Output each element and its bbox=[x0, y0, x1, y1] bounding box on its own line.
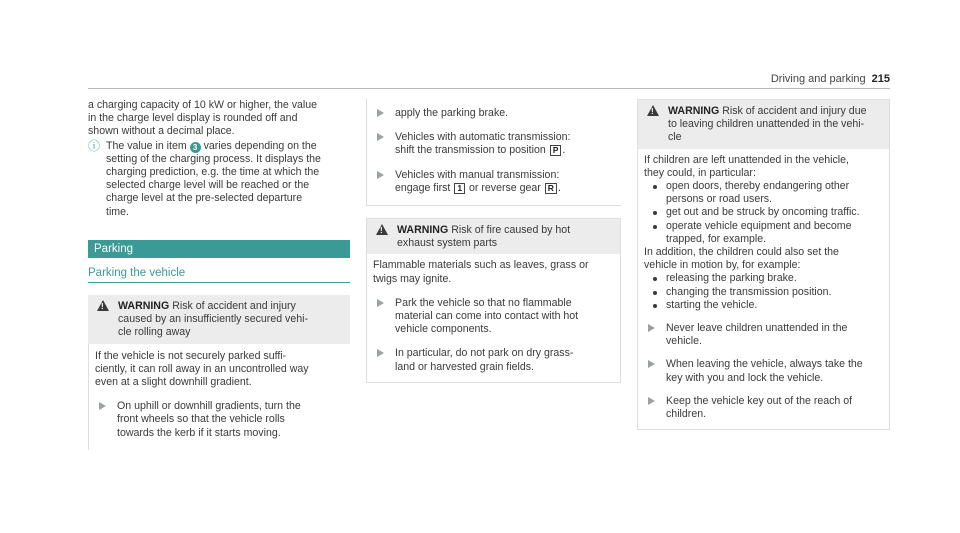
text-line: When leaving the vehicle, always take the bbox=[666, 358, 863, 371]
text-line: towards the kerb if it starts moving. bbox=[117, 426, 281, 439]
text-line: Flammable materials such as leaves, grass or bbox=[373, 259, 589, 272]
bullet-item bbox=[644, 206, 883, 219]
warning-box bbox=[88, 295, 350, 450]
text-line: operate vehicle equipment and become bbox=[666, 219, 852, 232]
column-1 bbox=[88, 99, 350, 450]
text-line: material can come into contact with hot bbox=[395, 310, 579, 323]
gear-p-key-symbol: P bbox=[550, 145, 562, 156]
text-line: selected charge level will be reached or the bbox=[106, 179, 310, 192]
text-line: starting the vehicle. bbox=[666, 298, 758, 311]
text-line: Keep the vehicle key out of the reach of bbox=[666, 394, 853, 407]
text-line: vehicle in motion by, for example: bbox=[644, 259, 801, 272]
step-arrow-icon bbox=[377, 299, 384, 307]
gear-1-key-symbol: 1 bbox=[454, 183, 465, 194]
instruction-step bbox=[644, 395, 883, 421]
warning-label: WARNING bbox=[668, 105, 720, 117]
warning-icon bbox=[376, 224, 388, 235]
instruction-step bbox=[644, 358, 883, 384]
warning-icon bbox=[647, 105, 659, 116]
text-line: charging prediction, e.g. the time at which the bbox=[106, 166, 320, 179]
text-line: Vehicles with automatic transmission: bbox=[395, 131, 571, 144]
instruction-step bbox=[373, 131, 615, 157]
text-line: persons or road users. bbox=[666, 193, 772, 206]
text-line: front wheels so that the vehicle rolls bbox=[117, 413, 285, 426]
warning-body bbox=[638, 149, 889, 430]
text-line: time. bbox=[106, 205, 129, 218]
page-number: 215 bbox=[871, 73, 890, 85]
instruction-step bbox=[373, 297, 614, 337]
step-arrow-icon bbox=[648, 360, 655, 368]
column-2 bbox=[366, 99, 621, 383]
text-line: On uphill or downhill gradients, turn the bbox=[117, 400, 301, 413]
instruction-step bbox=[373, 169, 615, 195]
bullet-item bbox=[644, 286, 883, 299]
section-heading: Parking bbox=[88, 240, 350, 258]
text-line: changing the transmission position. bbox=[666, 285, 832, 298]
intro-text bbox=[88, 99, 350, 139]
header-rule bbox=[88, 88, 890, 89]
text-line: open doors, thereby endangering other bbox=[666, 180, 850, 193]
warning-heading-text: to leaving children unattended in the vehi- bbox=[668, 118, 865, 131]
warning-title bbox=[118, 300, 344, 313]
step-arrow-icon bbox=[648, 397, 655, 405]
text-line: they could, in particular: bbox=[644, 166, 756, 179]
text-line: trapped, for example. bbox=[666, 232, 767, 245]
text-part: shift the transmission to position bbox=[395, 144, 546, 157]
step-arrow-icon bbox=[377, 171, 384, 179]
text-line: apply the parking brake. bbox=[395, 107, 509, 119]
info-icon: ⓘ bbox=[88, 138, 101, 153]
warning-label: WARNING bbox=[397, 224, 449, 237]
text-line: children. bbox=[666, 408, 707, 421]
instruction-step bbox=[373, 347, 614, 373]
text-line: setting of the charging process. It displays the bbox=[106, 152, 321, 165]
text-line bbox=[106, 140, 350, 153]
warning-title bbox=[397, 224, 614, 237]
warning-heading-text: cle rolling away bbox=[118, 326, 191, 339]
note-text: The value in item bbox=[106, 139, 190, 152]
text-line: charge level at the pre-selected departure bbox=[106, 192, 303, 205]
warning-heading-text: caused by an insufficiently secured vehi- bbox=[118, 313, 309, 326]
text-line: If the vehicle is not securely parked suffi- bbox=[95, 349, 287, 362]
step-arrow-icon bbox=[377, 133, 384, 141]
subheading: Parking the vehicle bbox=[88, 267, 350, 283]
item-number-badge: 3 bbox=[190, 142, 201, 153]
steps-box bbox=[366, 99, 621, 206]
text-line: releasing the parking brake. bbox=[666, 272, 797, 285]
warning-heading-text: Risk of fire caused by hot bbox=[451, 224, 571, 237]
text-line: twigs may ignite. bbox=[373, 272, 452, 285]
text-part: . bbox=[562, 144, 566, 157]
page-header bbox=[771, 73, 890, 86]
warning-body bbox=[367, 254, 620, 381]
column-3 bbox=[637, 99, 890, 430]
step-arrow-icon bbox=[377, 109, 384, 117]
bullet-item bbox=[644, 180, 883, 206]
text-line: Park the vehicle so that no flammable bbox=[395, 296, 572, 309]
step-arrow-icon bbox=[648, 324, 655, 332]
text-line: vehicle. bbox=[666, 335, 702, 348]
text-part: . bbox=[557, 181, 561, 194]
text-line: ciently, it can roll away in an uncontrolled way bbox=[95, 362, 309, 375]
instruction-step bbox=[95, 400, 344, 440]
bullet-item bbox=[644, 299, 883, 312]
text-line: If children are left unattended in the vehicle, bbox=[644, 153, 849, 166]
warning-heading-text: Risk of accident and injury due bbox=[722, 105, 867, 117]
text-line: key with you and lock the vehicle. bbox=[666, 371, 824, 384]
text-line: In addition, the children could also set the bbox=[644, 246, 839, 259]
text-line: vehicle components. bbox=[395, 323, 492, 336]
warning-header bbox=[88, 295, 350, 344]
warning-label: WARNING bbox=[118, 300, 170, 313]
warning-icon bbox=[97, 300, 109, 311]
text-line: In particular, do not park on dry grass- bbox=[395, 347, 574, 360]
instruction-step bbox=[373, 107, 615, 120]
text-line: in the charge level display is rounded off and bbox=[88, 112, 298, 125]
warning-heading-text: cle bbox=[668, 131, 682, 144]
warning-box bbox=[366, 218, 621, 383]
bullet-item bbox=[644, 220, 883, 246]
text-line: land or harvested grain fields. bbox=[395, 360, 534, 373]
warning-heading-text: exhaust system parts bbox=[397, 237, 498, 250]
text-part: engage first bbox=[395, 181, 451, 194]
text-line: even at a slight downhill gradient. bbox=[95, 376, 252, 389]
text-line: Vehicles with manual transmission: bbox=[395, 168, 560, 181]
text-line: Never leave children unattended in the bbox=[666, 322, 848, 335]
warning-box bbox=[637, 99, 890, 430]
warning-header bbox=[367, 219, 620, 254]
bullet-item bbox=[644, 272, 883, 285]
warning-header bbox=[638, 100, 889, 149]
gear-r-key-symbol: R bbox=[545, 183, 557, 194]
warning-body bbox=[88, 344, 350, 450]
info-note bbox=[88, 140, 350, 219]
text-line: get out and be struck by oncoming traffic. bbox=[666, 206, 860, 219]
text-line: a charging capacity of 10 kW or higher, the value bbox=[88, 99, 318, 111]
text-line: shown without a decimal place. bbox=[88, 125, 235, 138]
section-title: Driving and parking bbox=[770, 73, 866, 85]
warning-title bbox=[668, 105, 883, 118]
text-part: or reverse gear bbox=[469, 181, 541, 194]
warning-heading-text: Risk of accident and injury bbox=[172, 300, 296, 313]
step-arrow-icon bbox=[377, 349, 384, 357]
instruction-step bbox=[644, 322, 883, 348]
text-line bbox=[395, 144, 615, 157]
note-text: varies depending on the bbox=[200, 139, 317, 152]
text-line bbox=[395, 182, 615, 195]
step-arrow-icon bbox=[99, 402, 106, 410]
